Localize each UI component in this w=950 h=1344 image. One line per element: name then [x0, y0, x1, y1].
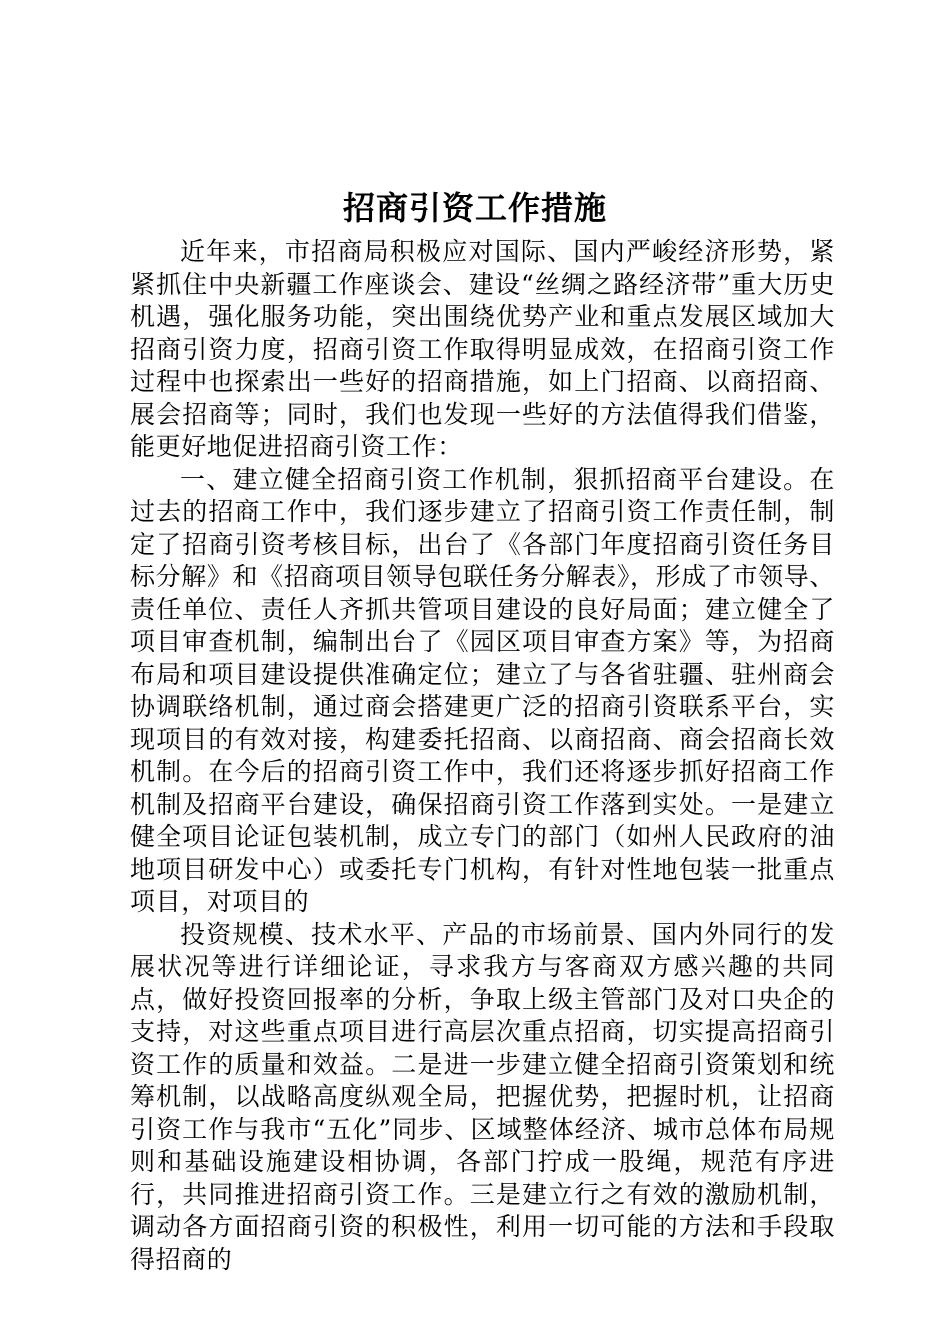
paragraph-intro: 近年来，市招商局积极应对国际、国内严峻经济形势，紧紧抓住中央新疆工作座谈会、建设“丝绸之路经济带”重大历史机遇，强化服务功能，突出围绕优势产业和重点发展区域加大招商引资力度，招商引资工作取得明显成效，在招商引资工作过程中也探索出一些好的招商措施，如上门招商、以商招商、展会招商等；同时，我们也发现一些好的方法值得我们借鉴，能更好地促进招商引资工作：	[130, 237, 835, 461]
document-body	[130, 236, 835, 1276]
paragraph-continuation: 投资规模、技术水平、产品的市场前景、国内外同行的发展状况等进行详细论证，寻求我方与客商双方感兴趣的共同点，做好投资回报率的分析，争取上级主管部门及对口央企的支持，对这些重点项目进行高层次重点招商，切实提高招商引资工作的质量和效益。二是进一步建立健全招商引资策划和统筹机制，以战略高度纵观全局，把握优势，把握时机，让招商引资工作与我市“五化”同步、区域整体经济、城市总体布局规则和基础设施建设相协调，各部门拧成一股绳，规范有序进行，共同推进招商引资工作。三是建立行之有效的激励机制，调动各方面招商引资的积极性，利用一切可能的方法和手段取得招商的	[130, 919, 835, 1274]
document-title: 招商引资工作措施	[342, 189, 607, 227]
paragraph-mechanism: 一、建立健全招商引资工作机制，狠抓招商平台建设。在过去的招商工作中，我们逐步建立了招商引资工作责任制，制定了招商引资考核目标，出台了《各部门年度招商引资任务目标分解》和《招商项目领导包联任务分解表》，形成了市领导、责任单位、责任人齐抓共管项目建设的良好局面；建立健全了项目审查机制，编制出台了《园区项目审查方案》等，为招商布局和项目建设提供准确定位；建立了与各省驻疆、驻州商会协调联络机制，通过商会搭建更广泛的招商引资联系平台，实现项目的有效对接，构建委托招商、以商招商、商会招商长效机制。在今后的招商引资工作中，我们还将逐步抓好招商工作机制及招商平台建设，确保招商引资工作落到实处。一是建立健全项目论证包装机制，成立专门的部门（如州人民政府的油地项目研发中心）或委托专门机构，有针对性地包装一批重点项目，对项目的	[130, 464, 835, 916]
